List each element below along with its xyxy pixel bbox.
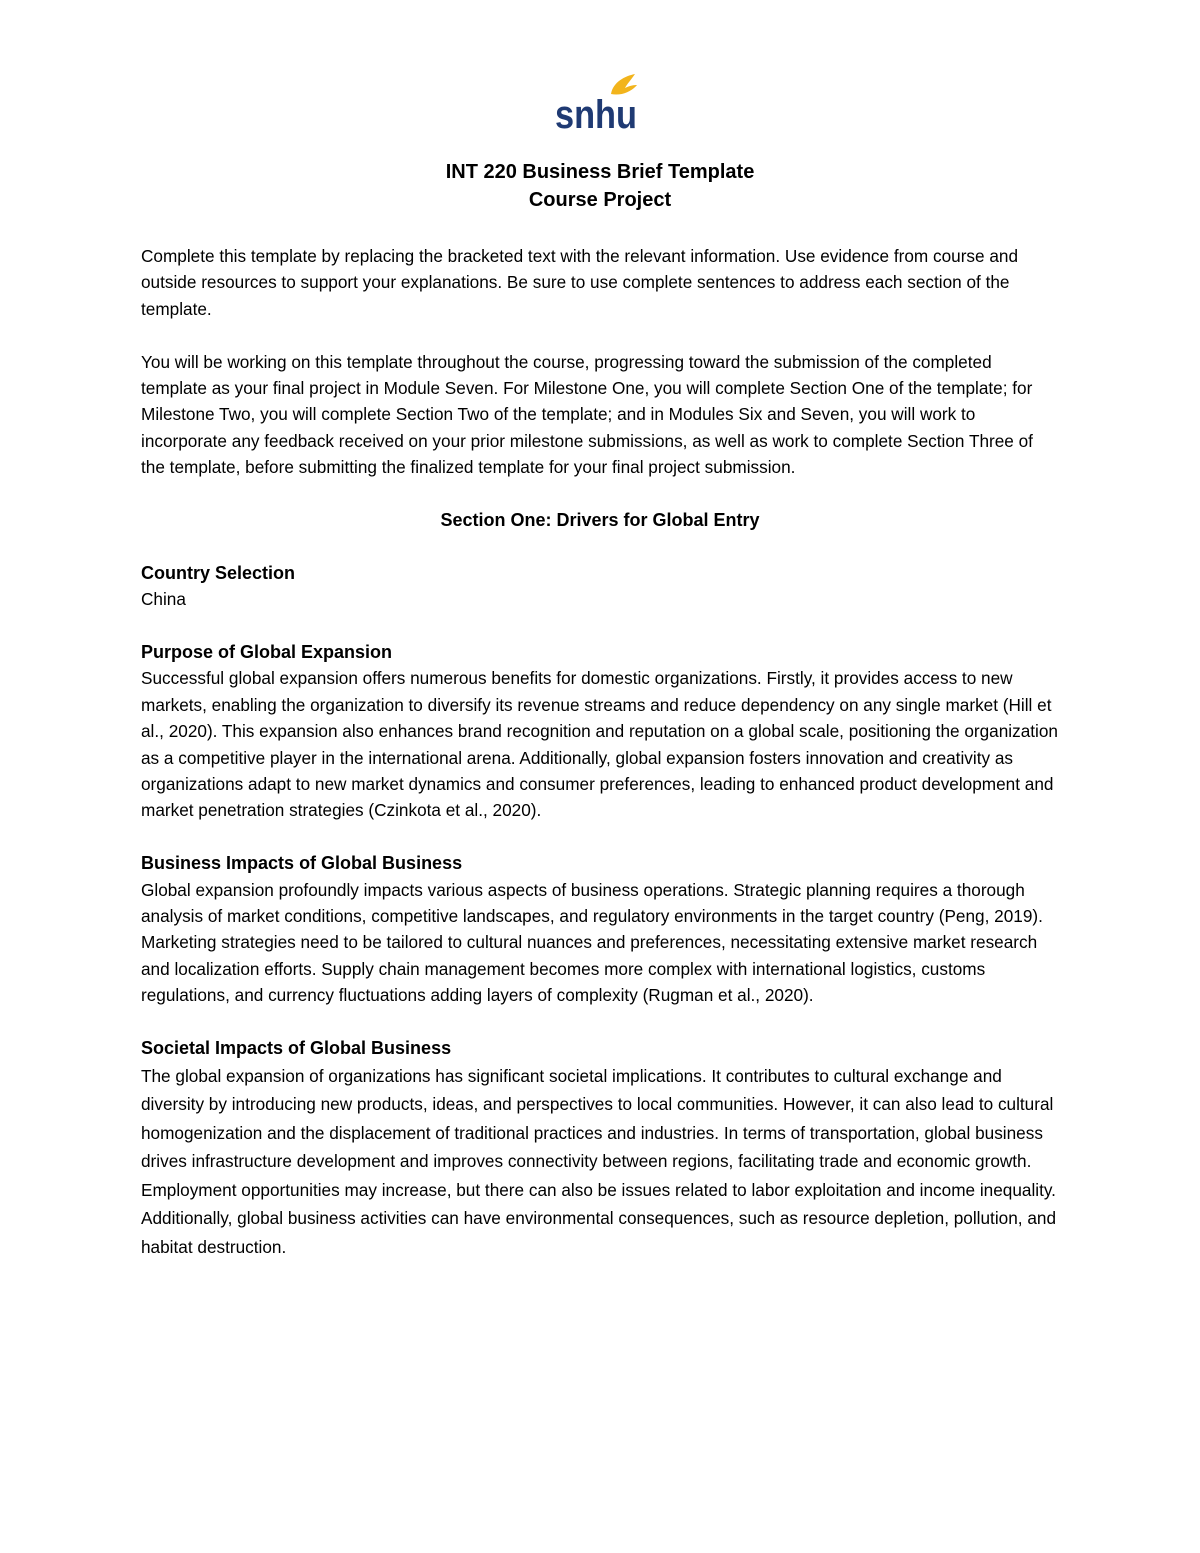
- purpose-body: Successful global expansion offers numerous benefits for domestic organizations. Firstly, it provides access to new markets, enabling the organization to diversify its revenue streams and reduce dependency on any single market (Hill et al., 2020). This expansion also enhances brand recognition and reputation on a global scale, positioning the organization as a competitive player in the international arena. Additionally, global expansion fosters innovation and creativity as organizations adapt to new market dynamics and consumer preferences, leading to enhanced product development and market penetration strategies (Czinkota et al., 2020).: [141, 668, 1058, 821]
- country-selection-heading: Country Selection: [141, 562, 296, 583]
- intro-paragraph-1: Complete this template by replacing the bracketed text with the relevant information. Use evidence from course and outside resources to support your explanations. Be sure to use complete sentences to address each section of the template.: [141, 246, 1019, 319]
- document-subtitle: Course Project: [528, 189, 672, 211]
- document-body: [141, 243, 1059, 1262]
- document-title-block: [0, 158, 1200, 214]
- business-impacts-heading: Business Impacts of Global Business: [141, 853, 463, 874]
- societal-impacts-heading: Societal Impacts of Global Business: [141, 1038, 452, 1059]
- country-selection-body: China: [141, 589, 186, 610]
- business-impacts-body: Global expansion profoundly impacts various aspects of business operations. Strategic planning requires a thorough analysis of market conditions, competitive landscapes, and regulatory environments in the target country (Peng, 2019). Marketing strategies need to be tailored to cultural nuances and preferences, necessitating extensive market research and localization efforts. Supply chain management becomes more complex with international logistics, customs regulations, and currency fluctuations adding layers of complexity (Rugman et al., 2020).: [141, 879, 1043, 1006]
- section-one-heading: Section One: Drivers for Global Entry: [440, 510, 760, 531]
- document-title: INT 220 Business Brief Template: [445, 161, 755, 183]
- snhu-logo: [553, 72, 643, 134]
- svg-text:snhu: snhu: [555, 93, 637, 134]
- purpose-heading: Purpose of Global Expansion: [141, 642, 393, 663]
- intro-paragraph-2: You will be working on this template throughout the course, progressing toward the submission of the completed template as your final project in Module Seven. For Milestone One, you will complete Section One of the template; for Milestone Two, you will complete Section Two of the template; and in Modules Six and Seven, you will work to incorporate any feedback received on your prior milestone submissions, as well as work to complete Section Three of the template, before submitting the finalized template for your final project submission.: [141, 351, 1033, 478]
- societal-impacts-body: The global expansion of organizations has significant societal implications. It contributes to cultural exchange and diversity by introducing new products, ideas, and perspectives to local communities. However, it can also lead to cultural homogenization and the displacement of traditional practices and industries. In terms of transportation, global business drives infrastructure development and improves connectivity between regions, facilitating trade and economic growth. Employment opportunities may increase, but there can also be issues related to labor exploitation and income inequality. Additionally, global business activities can have environmental consequences, such as resource depletion, pollution, and habitat destruction.: [141, 1065, 1056, 1258]
